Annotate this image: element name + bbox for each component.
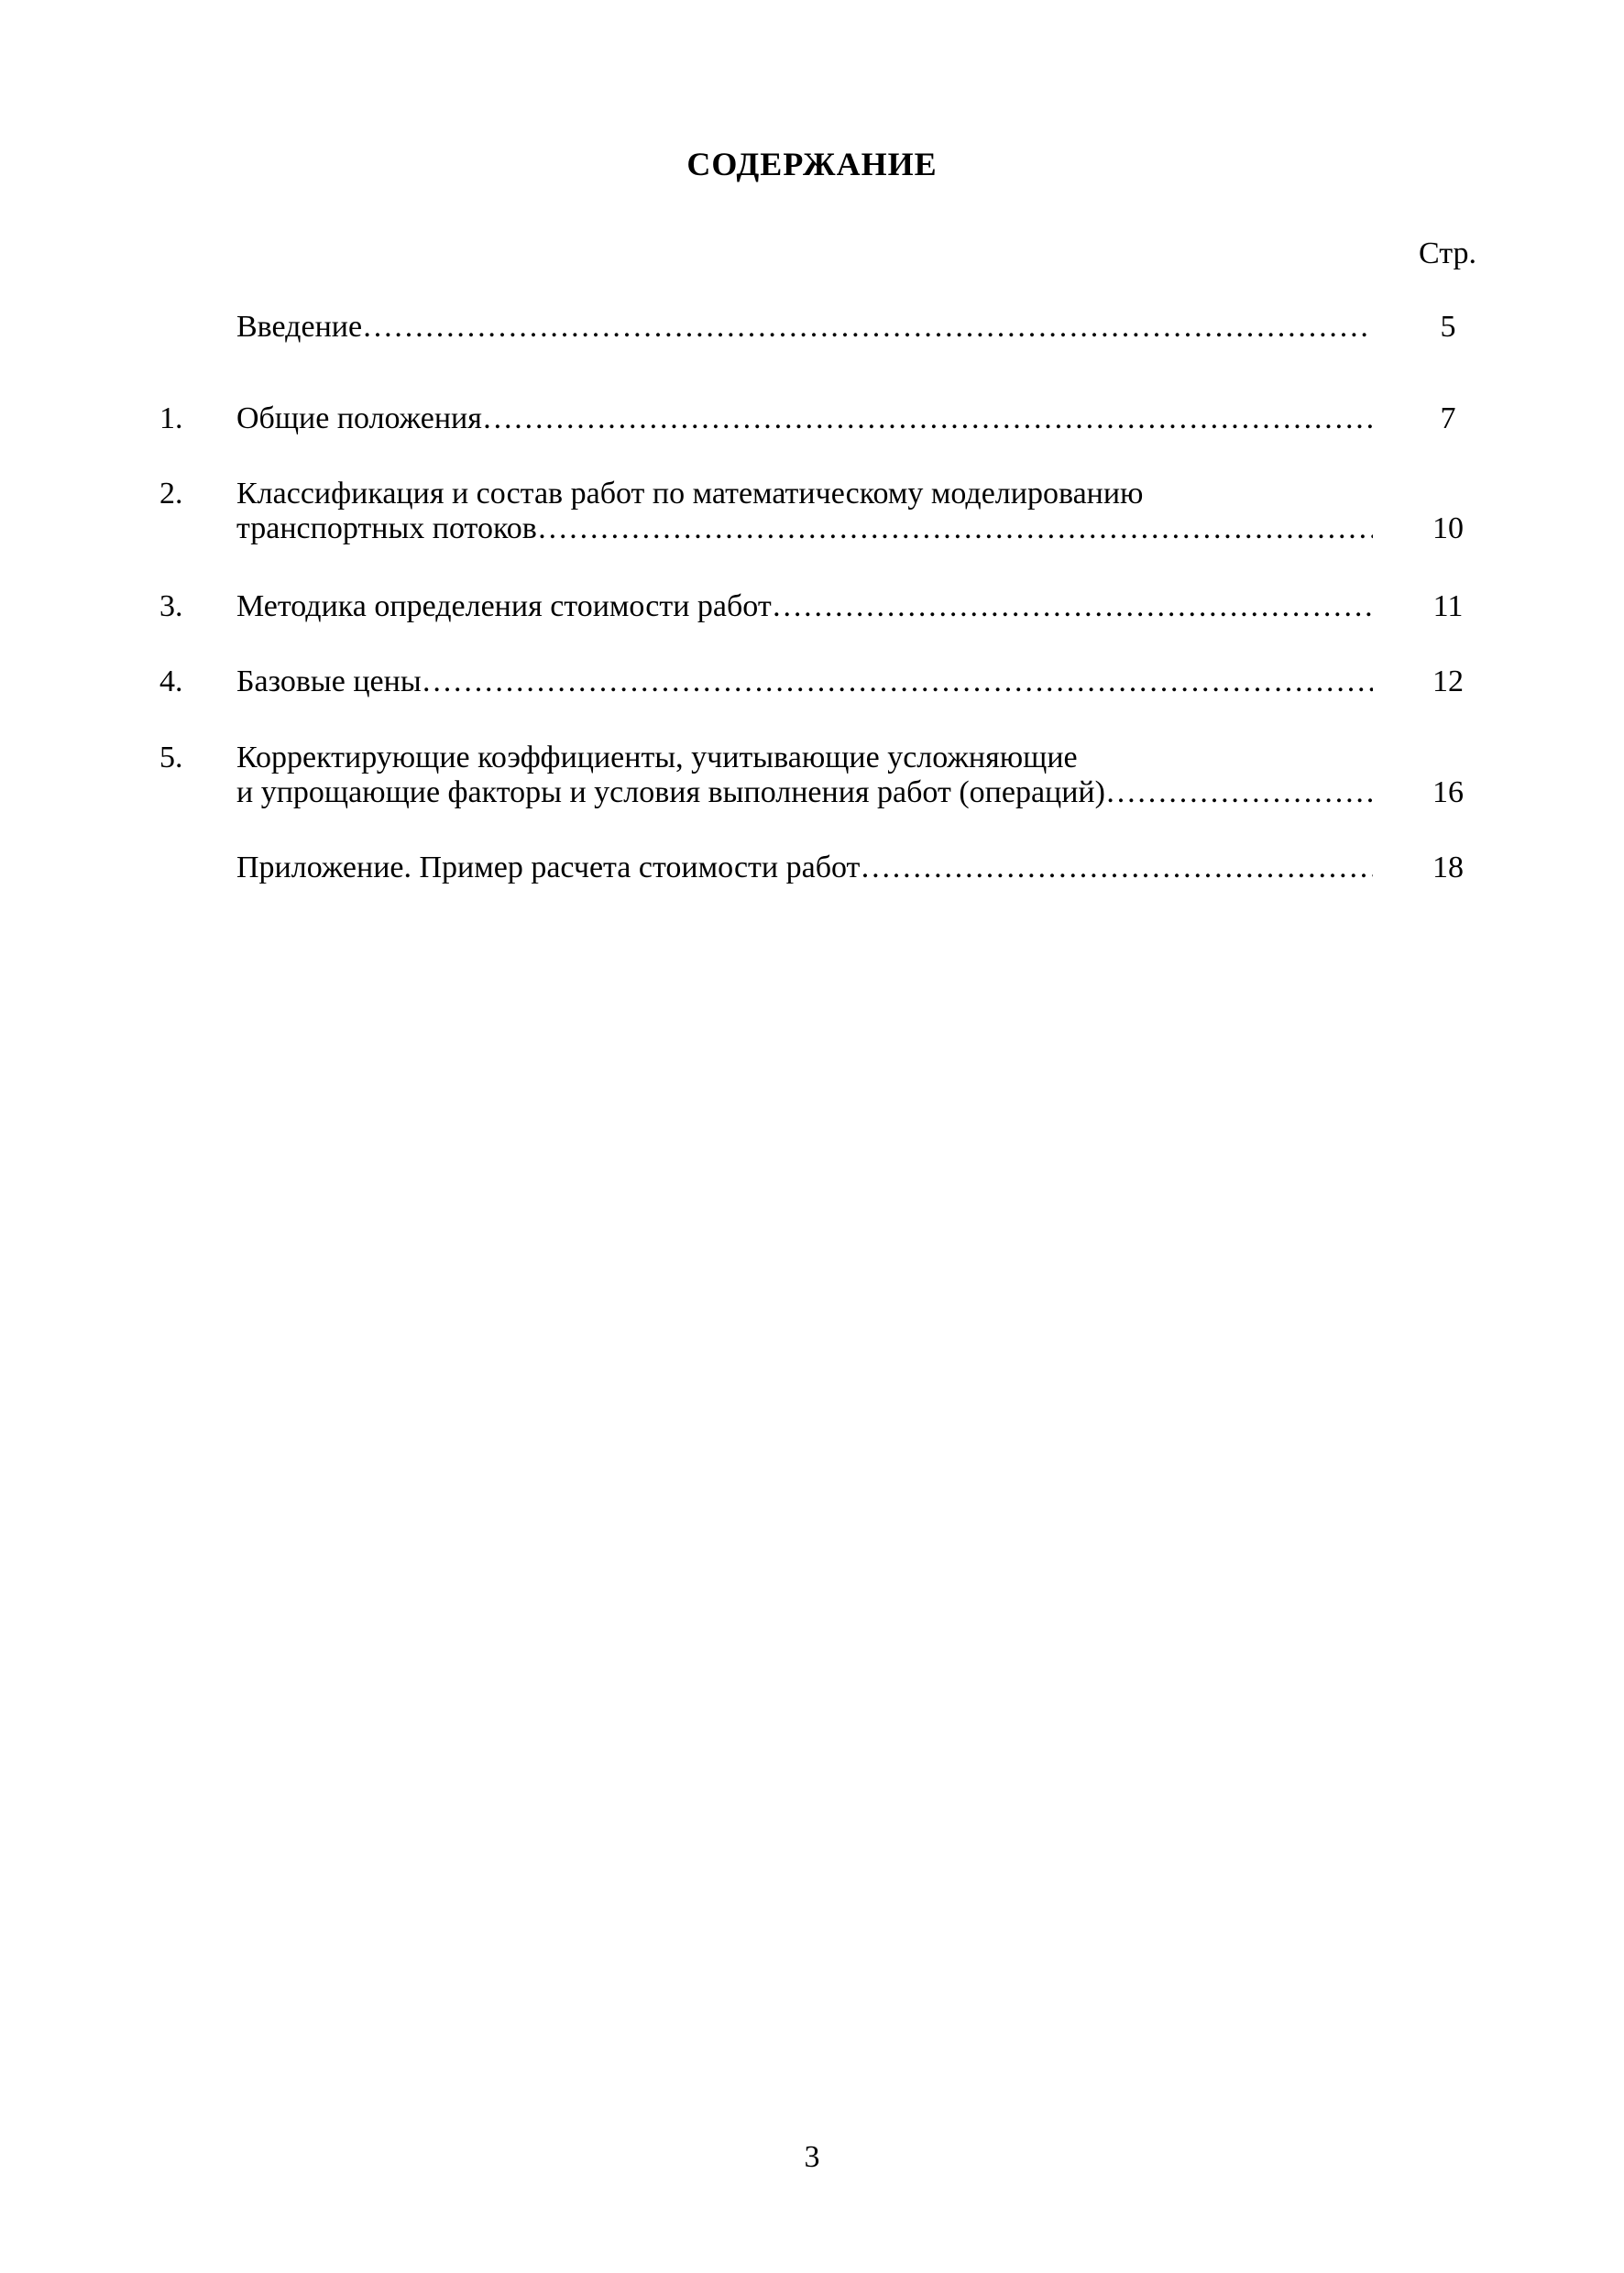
toc-entry-title-continuation: и упрощающие факторы и условия выполнения работ (операций): [236, 775, 1105, 809]
toc-entry-number: 1.: [159, 401, 183, 435]
toc-dot-leader: [772, 589, 1373, 624]
toc-entry-title: Классификация и состав работ по математическому моделированию: [236, 477, 1144, 511]
toc-entry-5[interactable]: [0, 741, 1624, 814]
toc-entry-page: 11: [1432, 589, 1464, 623]
toc-entry-page: 7: [1440, 401, 1456, 435]
toc-entry-2[interactable]: [0, 477, 1624, 550]
toc-dot-leader: [860, 851, 1373, 885]
toc-entry-title-line: [236, 511, 1373, 546]
toc-entry-title-line: [236, 775, 1373, 810]
toc-entry-number: 2.: [159, 477, 183, 511]
toc-dot-leader: [482, 401, 1373, 436]
toc-entry-title-line: [236, 741, 1373, 775]
toc-entry-page: 10: [1432, 511, 1464, 545]
toc-entry-title-line: [236, 589, 1373, 624]
toc-entry-title-line: [236, 310, 1373, 345]
page-number: 3: [804, 2140, 820, 2174]
toc-dot-leader: [537, 511, 1373, 546]
toc-entry-4[interactable]: [0, 664, 1624, 701]
toc-entry-title-line: [236, 851, 1373, 885]
toc-entry-title: Общие положения: [236, 401, 482, 435]
toc-entry-number: 5.: [159, 741, 183, 774]
toc-entry-page: 16: [1432, 775, 1464, 809]
toc-dot-leader: [1105, 775, 1373, 810]
toc-entry-title: Корректирующие коэффициенты, учитывающие усложняющие: [236, 741, 1078, 774]
toc-entry-title: Методика определения стоимости работ: [236, 589, 772, 623]
toc-entry-number: 3.: [159, 589, 183, 623]
toc-entry-appendix[interactable]: [0, 851, 1624, 887]
toc-entry-page: 12: [1432, 664, 1464, 698]
toc-entry-title-line: [236, 401, 1373, 436]
toc-entry-title: Приложение. Пример расчета стоимости работ: [236, 851, 861, 884]
toc-entry-introduction[interactable]: [0, 310, 1624, 346]
toc-entry-title-continuation: транспортных потоков: [236, 511, 537, 545]
page-column-label: Стр.: [1419, 236, 1477, 270]
toc-entry-1[interactable]: [0, 401, 1624, 438]
toc-dot-leader: [362, 310, 1373, 345]
toc-entry-number: 4.: [159, 664, 183, 698]
toc-entry-page: 18: [1432, 851, 1464, 884]
page-title: СОДЕРЖАНИЕ: [686, 146, 938, 182]
toc-entry-page: 5: [1440, 310, 1456, 344]
toc-dot-leader: [422, 664, 1373, 699]
toc-entry-3[interactable]: [0, 589, 1624, 626]
toc-entry-title-line: [236, 664, 1373, 699]
toc-entry-title: Введение: [236, 310, 363, 344]
toc-entry-title-line: [236, 477, 1373, 511]
toc-entry-title: Базовые цены: [236, 664, 422, 698]
